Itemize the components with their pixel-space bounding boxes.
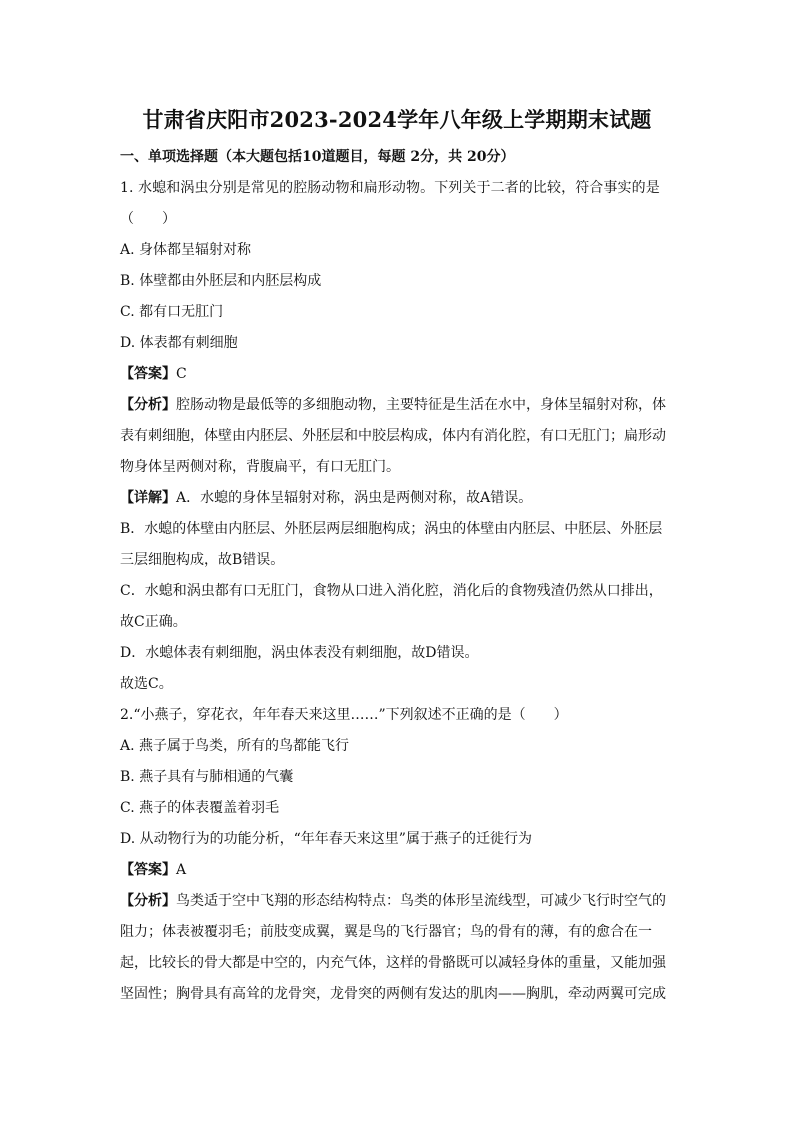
q1-analysis-line2: 表有刺细胞，体壁由内胚层、外胚层和中胶层构成，体内有消化腔，有口无肛门；扁形动: [120, 428, 666, 444]
q1-option-d: D. 体表都有刺细胞: [120, 335, 238, 351]
q1-detail-line3: 三层细胞构成，故B错误。: [120, 552, 285, 568]
q2-option-a: A. 燕子属于鸟类，所有的鸟都能飞行: [120, 738, 350, 754]
q2-option-c: C. 燕子的体表覆盖着羽毛: [120, 800, 280, 816]
q1-option-b: B. 体壁都由外胚层和内胚层构成: [120, 273, 322, 289]
q1-detail-tag: 【详解】: [120, 490, 176, 506]
q1-detail-line1: [120, 489, 680, 507]
q2-answer-value: A: [176, 862, 187, 878]
q2-answer: [120, 861, 680, 879]
q1-analysis-tag: 【分析】: [120, 397, 176, 413]
q1-analysis-line3: 物身体呈两侧对称，背腹扁平，有口无肛门。: [120, 459, 400, 475]
q2-analysis-line3: 起，比较长的骨大都是中空的，内充气体，这样的骨骼既可以减轻身体的重量，又能加强: [120, 955, 666, 971]
q1-analysis-text: 腔肠动物是最低等的多细胞动物，主要特征是生活在水中，身体呈辐射对称，体: [176, 397, 666, 413]
q1-analysis-line1: [120, 396, 680, 414]
q2-option-d: D. 从动物行为的功能分析，“年年春天来这里”属于燕子的迁徙行为: [120, 831, 532, 847]
q2-analysis-tag: 【分析】: [120, 893, 176, 909]
page-title: 甘肃省庆阳市2023-2024学年八年级上学期期末试题: [142, 107, 652, 132]
q2-analysis-text: 鸟类适于空中飞翔的形态结构特点：鸟类的体形呈流线型，可减少飞行时空气的: [176, 893, 666, 909]
q2-option-b: B. 燕子具有与肺相通的气囊: [120, 769, 294, 785]
q1-detail-line6: D．水螅体表有刺细胞，涡虫体表没有刺细胞，故D错误。: [120, 645, 479, 661]
q1-stem-line1: 1. 水螅和涡虫分别是常见的腔肠动物和扁形动物。下列关于二者的比较，符合事实的是: [120, 180, 660, 196]
q2-analysis-line2: 阻力；体表被覆羽毛；前肢变成翼，翼是鸟的飞行器官；鸟的骨有的薄，有的愈合在一: [120, 924, 652, 940]
q1-answer: [120, 365, 680, 383]
q2-analysis-line1: [120, 892, 680, 910]
q2-stem: 2.“小燕子，穿花衣，年年春天来这里……”下列叙述不正确的是（ ）: [120, 707, 568, 723]
q1-detail-line4: C．水螅和涡虫都有口无肛门，食物从口进入消化腔，消化后的食物残渣仍然从口排出，: [120, 583, 663, 599]
q1-option-c: C. 都有口无肛门: [120, 304, 224, 320]
q1-detail-text: A．水螅的身体呈辐射对称，涡虫是两侧对称，故A错误。: [176, 490, 533, 506]
q1-conclusion: 故选C。: [120, 676, 173, 692]
q1-answer-value: C: [176, 366, 187, 382]
q2-analysis-line4: 坚固性；胸骨具有高耸的龙骨突，龙骨突的两侧有发达的肌肉——胸肌，牵动两翼可完成: [120, 986, 666, 1002]
q1-stem-line2: （ ）: [120, 211, 176, 227]
section-heading: 一、单项选择题（本大题包括10道题目，每题 2分，共 20分）: [120, 149, 515, 165]
q1-detail-line2: B．水螅的体壁由内胚层、外胚层两层细胞构成；涡虫的体壁由内胚层、中胚层、外胚层: [120, 521, 663, 537]
q1-answer-tag: 【答案】: [120, 366, 176, 382]
q1-detail-line5: 故C正确。: [120, 614, 187, 630]
q1-option-a: A. 身体都呈辐射对称: [120, 242, 252, 258]
q2-answer-tag: 【答案】: [120, 862, 176, 878]
